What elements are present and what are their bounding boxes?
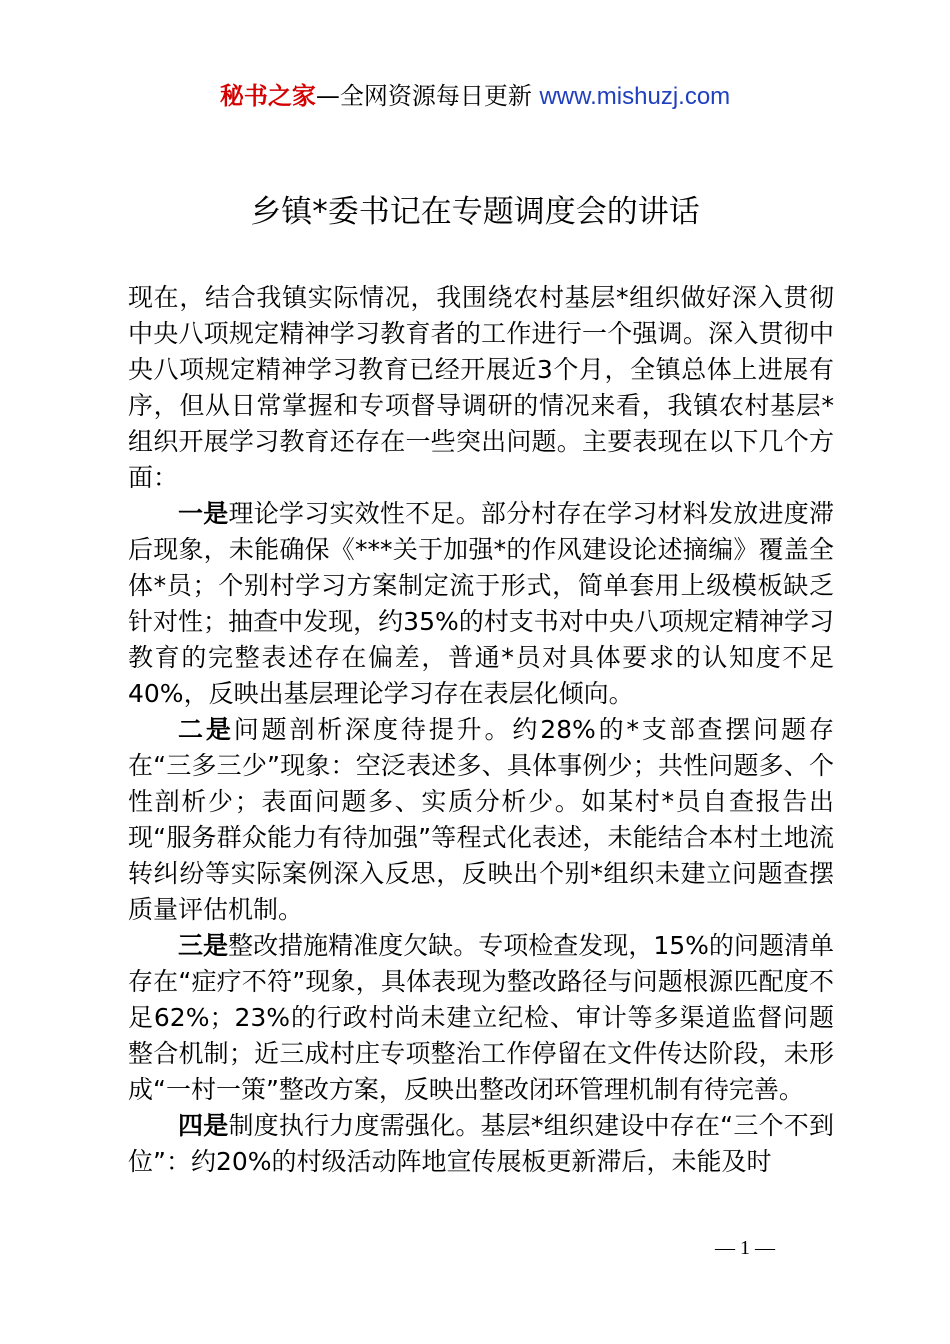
section-text: 问题剖析深度待提升。约28%的*支部查摆问题存在“三多三少”现象：空泛表述多、具体事例少；共性问题多、个性剖析少；表面问题多、实质分析少。如某村*员自查报告出现“服务群众能力有待加强”等程式化表述，未能结合本村土地流转纠纷等实际案例深入反思，反映出个别*组织未建立问题查摆质量评估机制。 — [128, 715, 834, 924]
intro-paragraph: 现在，结合我镇实际情况，我围绕农村基层*组织做好深入贯彻中央八项规定精神学习教育者的工作进行一个强调。深入贯彻中央八项规定精神学习教育已经开展近3个月，全镇总体上进展有序，但从日常掌握和专项督导调研的情况来看，我镇农村基层*组织开展学习教育还存在一些突出问题。主要表现在以下几个方面： — [128, 283, 834, 492]
section-lead: 一是 — [178, 499, 229, 528]
section-text: 制度执行力度需强化。基层*组织建设中存在“三个不到位”：约20%的村级活动阵地宣传展板更新滞后，未能及时 — [128, 1111, 834, 1176]
section-lead: 三是 — [178, 931, 229, 960]
site-header — [0, 80, 950, 113]
section-text: 理论学习实效性不足。部分村存在学习材料发放进度滞后现象，未能确保《***关于加强*的作风建设论述摘编》覆盖全体*员；个别村学习方案制定流于形式，简单套用上级模板缺乏针对性；抽查中发现，约35%的村支书对中央八项规定精神学习教育的完整表述存在偏差，普通*员对具体要求的认知度不足40%，反映出基层理论学习存在表层化倾向。 — [128, 499, 834, 708]
section-paragraph-3 — [128, 928, 834, 1108]
section-lead: 二是 — [178, 715, 234, 744]
site-brand: 秘书之家 — [219, 82, 316, 110]
page-number: — 1 — — [715, 1237, 775, 1259]
document-body — [128, 280, 834, 1180]
section-paragraph-2 — [128, 712, 834, 928]
section-lead: 四是 — [178, 1111, 229, 1140]
section-paragraph-1 — [128, 496, 834, 712]
section-paragraph-4 — [128, 1108, 834, 1180]
site-url-link[interactable]: www.mishuzj.com — [539, 83, 731, 110]
section-text: 整改措施精准度欠缺。专项检查发现，15%的问题清单存在“症疗不符”现象，具体表现为整改路径与问题根源匹配度不足62%；23%的行政村尚未建立纪检、审计等多渠道监督问题整合机制；近三成村庄专项整治工作停留在文件传达阶段，未形成“一村一策”整改方案，反映出整改闭环管理机制有待完善。 — [128, 931, 834, 1104]
site-tagline: —全网资源每日更新 — [315, 82, 532, 110]
document-title: 乡镇*委书记在专题调度会的讲话 — [250, 194, 700, 230]
